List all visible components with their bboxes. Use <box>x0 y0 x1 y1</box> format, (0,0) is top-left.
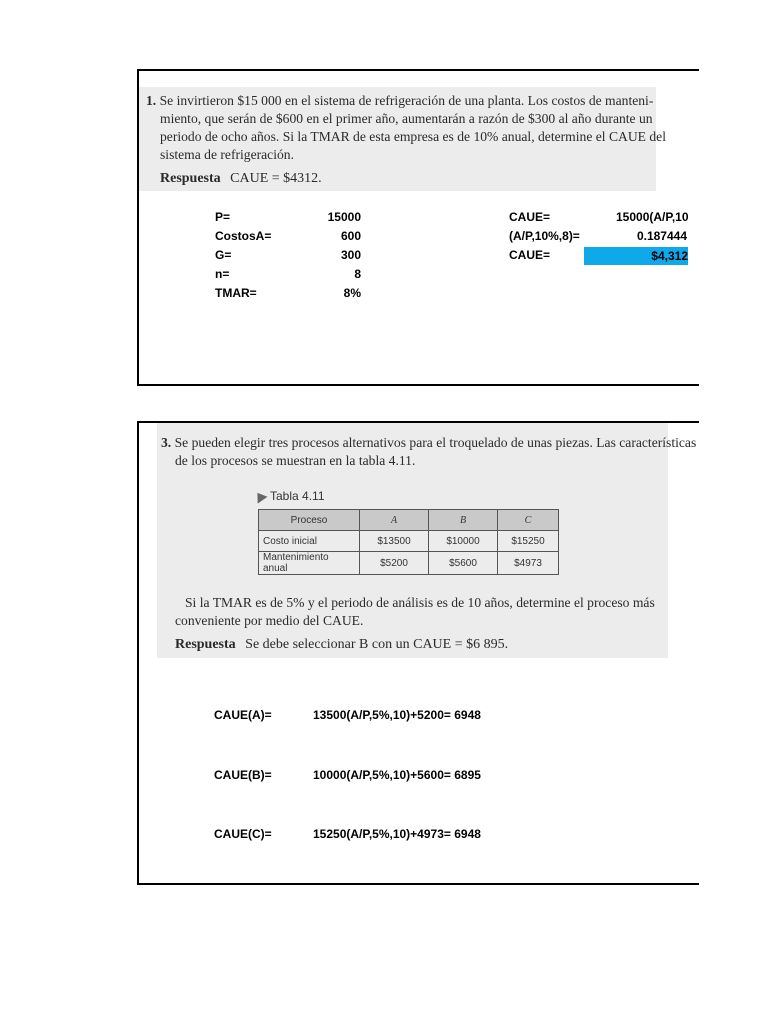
input-label-p: P= <box>215 210 231 224</box>
result-value-factor: 0.187444 <box>636 229 687 243</box>
formula-label-b: CAUE(B)= <box>214 768 272 782</box>
answer-line <box>175 637 508 653</box>
input-value-n: 8 <box>354 267 361 281</box>
input-label-costos: CostosA= <box>215 229 272 243</box>
input-label-g: G= <box>215 248 232 262</box>
table-header: A <box>360 510 429 531</box>
table-cell: $5600 <box>429 552 498 575</box>
answer-text: CAUE = $4312. <box>230 171 322 186</box>
table-cell: $13500 <box>360 531 429 552</box>
table-row <box>259 552 559 575</box>
formula-label-c: CAUE(C)= <box>214 827 272 841</box>
input-value-costos: 600 <box>340 229 361 243</box>
table-cell: Costo inicial <box>259 531 360 552</box>
table-cell: $15250 <box>498 531 559 552</box>
problem-number: 1. <box>146 93 157 108</box>
problem-3-slide <box>137 421 699 885</box>
input-value-g: 300 <box>340 248 361 262</box>
problem-1-scanned-statement <box>139 87 666 191</box>
statement-line: 1. Se invirtieron $15 000 en el sistema de refrigeración de una planta. Los costos de manteni- <box>146 93 654 108</box>
formula-expr-c: 15250(A/P,5%,10)+4973= 6948 <box>313 827 481 841</box>
problem-1-slide <box>137 69 699 386</box>
table-cell: $5200 <box>360 552 429 575</box>
input-value-p: 15000 <box>327 210 361 224</box>
formula-expr-a: 13500(A/P,5%,10)+5200= 6948 <box>313 708 481 722</box>
table-header: Proceso <box>259 510 360 531</box>
question-line: conveniente por medio del CAUE. <box>175 613 364 628</box>
statement-line: sistema de refrigeración. <box>160 147 294 162</box>
table-cell: $4973 <box>498 552 559 575</box>
problem-number: 3. <box>161 435 172 450</box>
table-header-row <box>259 510 559 531</box>
problem-3-scanned-statement <box>157 423 697 658</box>
table-cell: Mantenimiento anual <box>259 552 360 575</box>
table-row <box>259 531 559 552</box>
table-caption: Tabla 4.11 <box>254 489 325 503</box>
result-value-caue-final[interactable]: $4,312 <box>584 247 688 265</box>
answer-line <box>160 171 322 187</box>
result-label-caue-final: CAUE= <box>509 248 551 262</box>
table-header: C <box>498 510 559 531</box>
input-value-tmar: 8% <box>343 286 361 300</box>
input-label-n: n= <box>215 267 230 281</box>
statement-line: periodo de ocho años. Si la TMAR de esta empresa es de 10% anual, determine el CAUE del <box>160 129 666 144</box>
formula-expr-b: 10000(A/P,5%,10)+5600= 6895 <box>313 768 481 782</box>
answer-label: Respuesta <box>160 171 221 186</box>
input-label-tmar: TMAR= <box>215 286 257 300</box>
table-header: B <box>429 510 498 531</box>
table-4-11 <box>258 509 559 575</box>
result-label-factor: (A/P,10%,8)= <box>509 229 580 243</box>
result-value-caue-formula: 15000(A/P,10 <box>616 210 689 224</box>
answer-text: Se debe seleccionar B con un CAUE = $6 895. <box>245 637 509 652</box>
formula-label-a: CAUE(A)= <box>214 708 272 722</box>
table-cell: $10000 <box>429 531 498 552</box>
statement-line: 3. Se pueden elegir tres procesos alternativos para el troquelado de unas piezas. Las características <box>161 435 697 450</box>
result-label-caue: CAUE= <box>509 210 551 224</box>
question-line: Si la TMAR es de 5% y el periodo de análisis es de 10 años, determine el proceso más <box>185 595 655 610</box>
statement-line: de los procesos se muestran en la tabla 4.11. <box>175 453 416 468</box>
answer-label: Respuesta <box>175 637 236 652</box>
tabla-arrow-icon <box>253 490 268 504</box>
statement-line: miento, que serán de $600 en el primer año, aumentarán a razón de $300 al año durante un <box>160 111 653 126</box>
